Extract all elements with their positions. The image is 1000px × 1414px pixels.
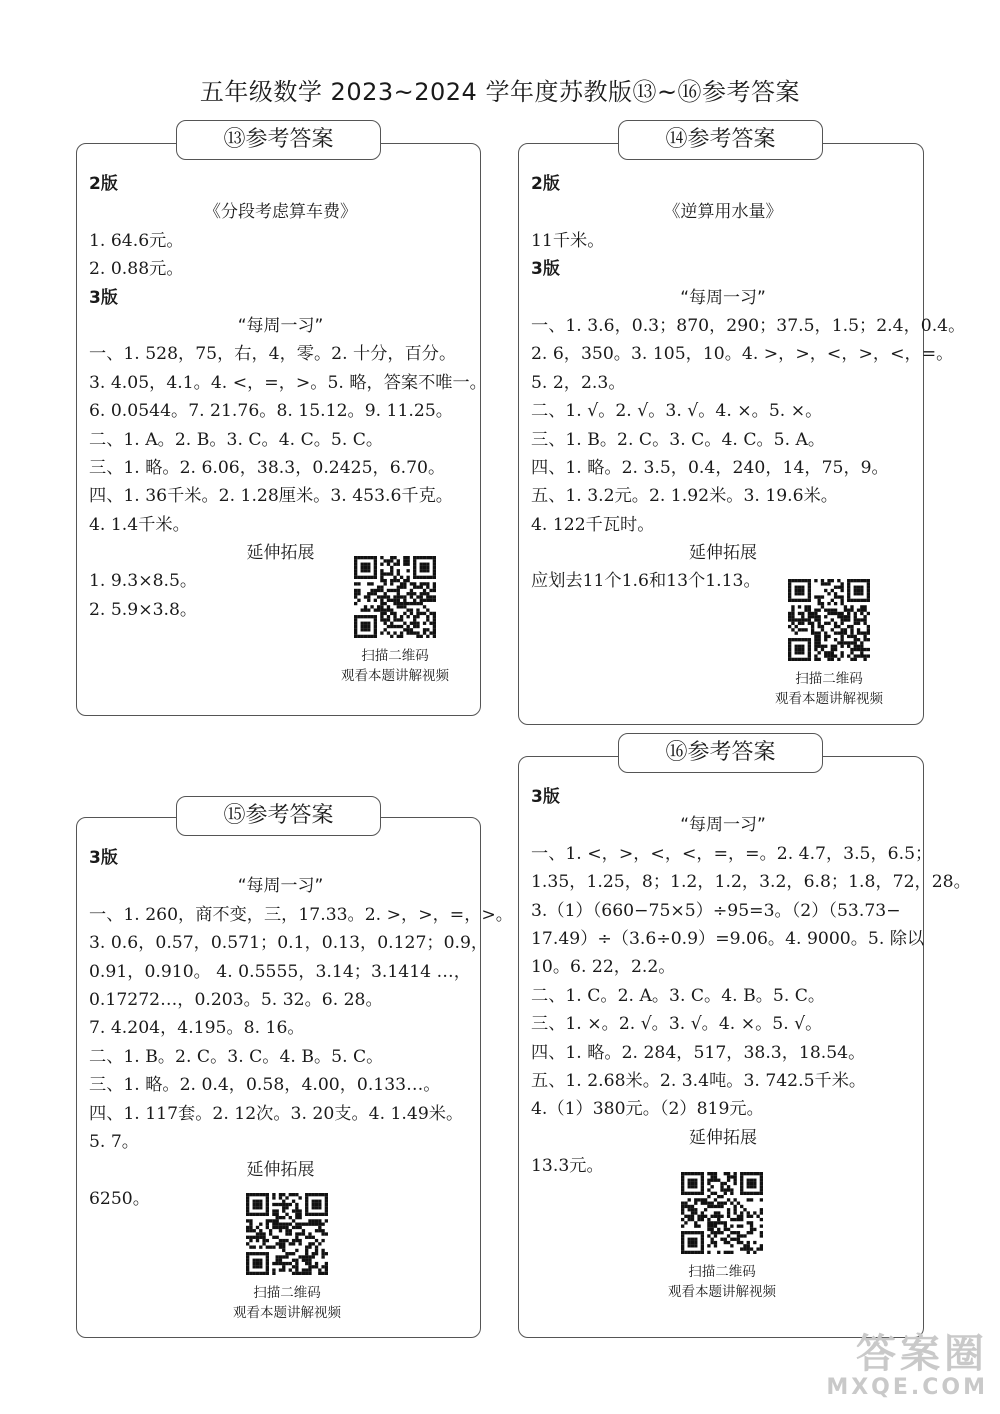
answer-line: 二、1. A。2. B。3. C。4. C。5. C。 bbox=[89, 429, 384, 450]
section-heading-13: ⑬参考答案 bbox=[176, 120, 381, 160]
page-edition-label: 3版 bbox=[531, 259, 560, 280]
answer-line: 应划去11个1.6和13个1.13。 bbox=[531, 571, 761, 592]
answer-line: 3.（1）（660−75×5）÷95=3。（2）（53.73− bbox=[531, 900, 901, 921]
answer-line: 3. 4.05，4.1。4. <，=，>。5. 略，答案不唯一。 bbox=[89, 372, 487, 393]
answer-line: 2. 5.9×3.8。 bbox=[89, 599, 198, 620]
qr-caption-scan: 扫描二维码 bbox=[795, 671, 863, 687]
answer-line: 0.17272…，0.203。5. 32。6. 28。 bbox=[89, 989, 383, 1010]
qr-caption-video: 观看本题讲解视频 bbox=[341, 668, 449, 684]
answer-line: 6250。 bbox=[89, 1188, 150, 1209]
answer-line: 4. 122千瓦时。 bbox=[531, 514, 655, 535]
subsection-title: “每周一习” bbox=[237, 315, 324, 336]
answer-card-13 bbox=[76, 143, 487, 716]
answer-line: 四、1. 略。2. 3.5，0.4，240，14，75，9。 bbox=[531, 457, 889, 478]
answer-list bbox=[531, 783, 971, 1180]
answer-line: 2. 6，350。3. 105，10。4. >，>，<，>，<，=。 bbox=[531, 344, 954, 365]
answer-card-16 bbox=[518, 756, 971, 1338]
answer-line: 一、1. 260，商不变，三，17.33。2. >，>，=，>。 bbox=[89, 904, 513, 925]
answer-line: 三、1. ×。2. √。3. √。4. ×。5. √。 bbox=[531, 1014, 823, 1035]
answer-line: 11千米。 bbox=[531, 230, 605, 251]
answer-line: 四、1. 36千米。2. 1.28厘米。3. 453.6千克。 bbox=[89, 486, 453, 507]
answer-line: 三、1. 略。2. 6.06，38.3，0.2425，6.70。 bbox=[89, 457, 446, 478]
answer-line: 1.35，1.25，8；1.2，1.2，3.2，6.8；1.8，72，28。 bbox=[531, 872, 971, 893]
qr-caption-video: 观看本题讲解视频 bbox=[668, 1284, 776, 1300]
watermark bbox=[826, 1332, 988, 1400]
answer-line: 一、1. <，>，<，<，=，=。2. 4.7，3.5，6.5； bbox=[531, 843, 933, 864]
subsection-title: 延伸拓展 bbox=[689, 1127, 757, 1148]
page-edition-label: 2版 bbox=[89, 174, 118, 194]
subsection-title: “每周一习” bbox=[237, 876, 324, 897]
page-edition-label: 3版 bbox=[531, 787, 560, 807]
qr-code-block bbox=[642, 1172, 802, 1302]
answer-line: 7. 4.204，4.195。8. 16。 bbox=[89, 1018, 305, 1039]
qr-caption-scan: 扫描二维码 bbox=[688, 1264, 756, 1280]
answer-line: 17.49）÷（3.6÷0.9）=9.06。4. 9000。5. 除以 bbox=[531, 928, 925, 949]
answer-line: 2. 0.88元。 bbox=[89, 259, 184, 280]
answer-line: 五、1. 3.2元。2. 1.92米。3. 19.6米。 bbox=[531, 486, 838, 507]
answer-line: 10。6. 22，2.2。 bbox=[531, 957, 676, 978]
answer-line: 13.3元。 bbox=[531, 1156, 604, 1177]
page-edition-label: 3版 bbox=[89, 848, 118, 868]
qr-code-block bbox=[207, 1193, 367, 1323]
answer-line: 4.（1）380元。（2）819元。 bbox=[531, 1099, 764, 1120]
qr-code-block bbox=[749, 579, 909, 709]
watermark-domain: MXQE.COM bbox=[826, 1375, 988, 1400]
answer-line: 3. 0.6，0.57，0.571；0.1，0.13，0.127；0.9， bbox=[89, 933, 489, 954]
section-heading-15: ⑮参考答案 bbox=[176, 796, 381, 836]
answer-line: 5. 2，2.3。 bbox=[531, 372, 626, 393]
answer-line: 二、1. √。2. √。3. √。4. ×。5. ×。 bbox=[531, 401, 823, 422]
page-edition-label: 2版 bbox=[531, 174, 560, 194]
answer-line: 三、1. B。2. C。3. C。4. C。5. A。 bbox=[531, 429, 826, 450]
subsection-title: “每周一习” bbox=[680, 815, 766, 836]
qr-code-block bbox=[315, 556, 475, 686]
answer-line: 1. 64.6元。 bbox=[89, 230, 184, 251]
answer-line: 四、1. 略。2. 284，517，38.3，18.54。 bbox=[531, 1042, 866, 1063]
subsection-title: 延伸拓展 bbox=[689, 543, 757, 564]
qr-caption-scan: 扫描二维码 bbox=[361, 648, 429, 664]
section-heading-16: ⑯参考答案 bbox=[618, 733, 823, 773]
qr-code-icon[interactable] bbox=[681, 1172, 763, 1254]
answer-card-14 bbox=[518, 143, 966, 725]
answer-line: 三、1. 略。2. 0.4，0.58，4.00，0.133…。 bbox=[89, 1075, 441, 1096]
watermark-logo-text: 答案圈 bbox=[856, 1331, 988, 1377]
qr-caption-video: 观看本题讲解视频 bbox=[775, 691, 883, 707]
subsection-title: 《分段考虑算车费》 bbox=[204, 202, 357, 223]
answer-line: 5. 7。 bbox=[89, 1131, 139, 1152]
answer-line: 0.91，0.910。 4. 0.5555，3.14；3.1414 …， bbox=[89, 961, 471, 982]
qr-caption-video: 观看本题讲解视频 bbox=[233, 1305, 341, 1321]
answer-line: 二、1. C。2. A。3. C。4. B。5. C。 bbox=[531, 985, 826, 1006]
subsection-title: 延伸拓展 bbox=[246, 1160, 315, 1181]
subsection-title: “每周一习” bbox=[680, 287, 766, 308]
answer-line: 一、1. 528，75，右，4，零。2. 十分，百分。 bbox=[89, 344, 457, 365]
qr-code-icon[interactable] bbox=[788, 579, 870, 661]
answer-card-15 bbox=[76, 817, 513, 1338]
answer-line: 1. 9.3×8.5。 bbox=[89, 571, 198, 592]
qr-code-icon[interactable] bbox=[354, 556, 436, 638]
answer-line: 一、1. 3.6，0.3；870，290；37.5，1.5；2.4，0.4。 bbox=[531, 315, 966, 336]
subsection-title: 延伸拓展 bbox=[246, 543, 315, 564]
answer-line: 二、1. B。2. C。3. C。4. B。5. C。 bbox=[89, 1046, 384, 1067]
answer-line: 五、1. 2.68米。2. 3.4吨。3. 742.5千米。 bbox=[531, 1070, 867, 1091]
page-title: 五年级数学 2023~2024 学年度苏教版⑬~⑯参考答案 bbox=[199, 78, 801, 106]
qr-code-icon[interactable] bbox=[246, 1193, 328, 1275]
answer-line: 6. 0.0544。7. 21.76。8. 15.12。9. 11.25。 bbox=[89, 401, 453, 422]
answer-list bbox=[531, 170, 966, 596]
answer-line: 4. 1.4千米。 bbox=[89, 514, 190, 535]
page-edition-label: 3版 bbox=[89, 287, 118, 308]
subsection-title: 《逆算用水量》 bbox=[663, 202, 783, 223]
answer-line: 四、1. 117套。2. 12次。3. 20支。4. 1.49米。 bbox=[89, 1103, 464, 1124]
answer-list bbox=[89, 844, 513, 1213]
section-heading-14: ⑭参考答案 bbox=[618, 120, 823, 160]
qr-caption-scan: 扫描二维码 bbox=[253, 1285, 321, 1301]
